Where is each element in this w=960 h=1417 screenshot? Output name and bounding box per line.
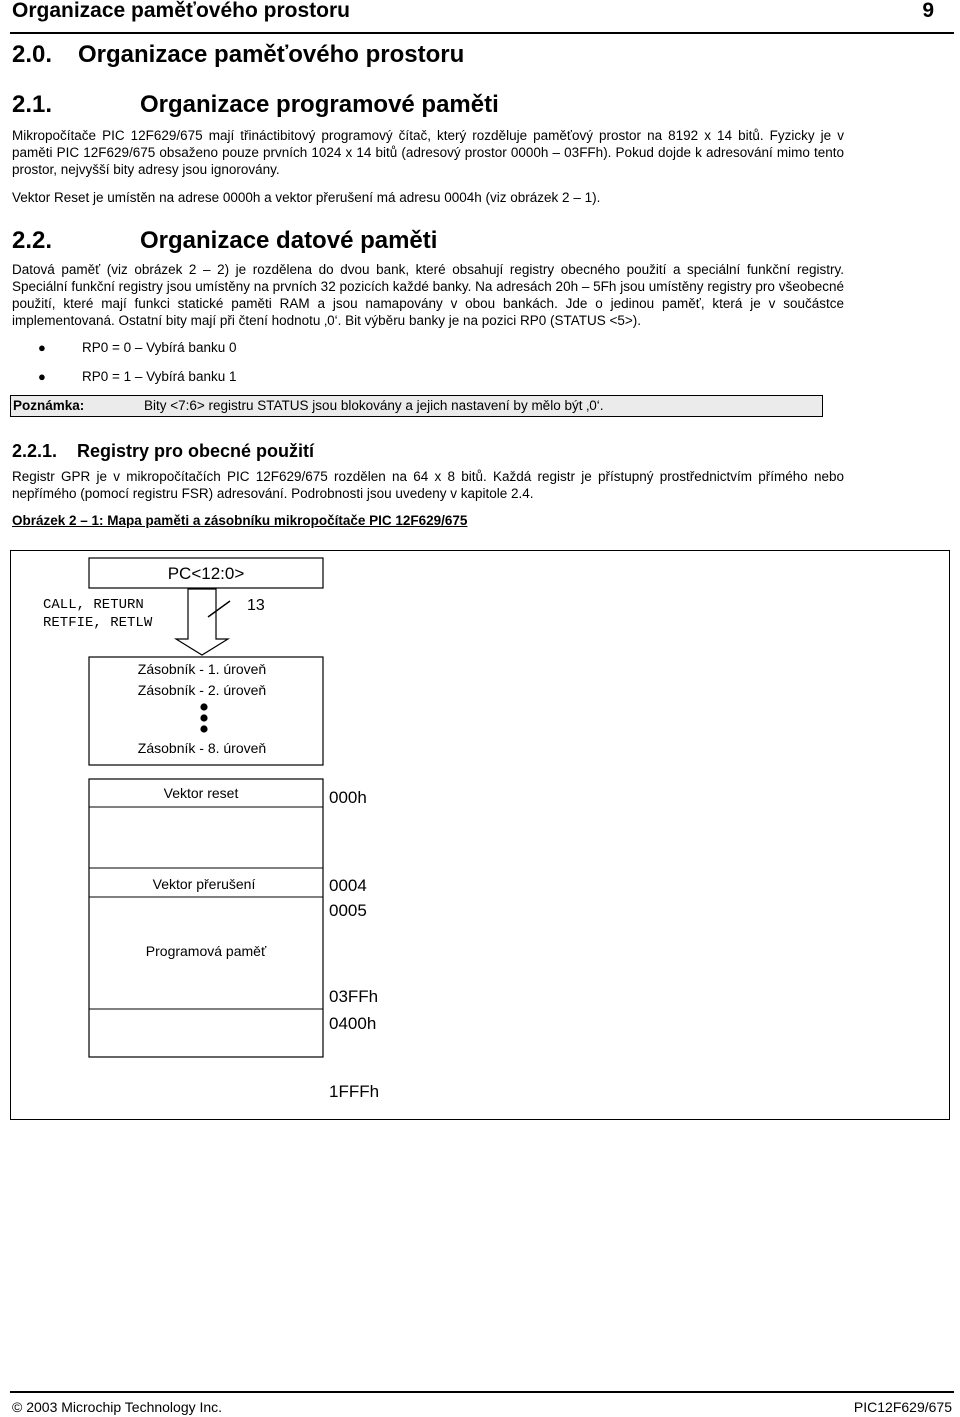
heading-number: 2.0. — [12, 41, 53, 68]
list-item-text: RP0 = 1 – Vybírá banku 1 — [82, 369, 237, 384]
paragraph-data-memory: Datová paměť (viz obrázek 2 – 2) je rozdělena do dvou bank, které obsahují registry obecného použití a speciální funkční registry. Speciální funkční registry jsou umístěny na prvních 32 pozicích každé banky. Na adresách 20h – 5Fh jsou umístěny registry pro všeobecné použití, které mají funkci statické paměti RAM a jsou namapovány v obou bankách. Jde o jedinou paměť, která je v součástce implementovaná. Ostatní bity mají při čtení hodnotu ‚0‘. Bit výběru banky je na pozici RP0 (STATUS <5>). — [12, 262, 844, 328]
heading-2-2 — [12, 227, 437, 255]
address-interrupt: 0004 — [329, 876, 367, 895]
reset-vector-label: Vektor reset — [163, 785, 239, 801]
instructions-line-2: RETFIE, RETLW — [43, 615, 153, 631]
list-item-text: RP0 = 0 – Vybírá banku 0 — [82, 340, 237, 355]
address-end: 1FFFh — [329, 1082, 380, 1101]
header-rule — [10, 32, 954, 34]
interrupt-vector-label: Vektor přerušení — [152, 876, 256, 892]
heading-text: Organizace datové paměti — [140, 227, 438, 254]
heading-2-2-1 — [12, 441, 314, 462]
heading-number: 2.1. — [12, 91, 53, 118]
note-text: Bity <7:6> registru STATUS jsou blokovány a jejich nastavení by mělo být ‚0‘. — [144, 398, 604, 413]
note-box — [10, 395, 823, 417]
page-number: 9 — [922, 0, 934, 22]
paragraph-gpr: Registr GPR je v mikropočítačích PIC 12F629/675 rozdělen na 64 x 8 bitů. Každá registr je přístupný prostřednictvím přímého nebo nepřímého (pomocí registru FSR) adresování. Podrobnosti jsou uvedeny v kapitole 2.4. — [12, 469, 844, 501]
ellipsis-dot-icon — [200, 703, 207, 710]
footer-device: PIC12F629/675 — [853, 1399, 952, 1415]
ellipsis-dot-icon — [200, 714, 207, 721]
bullet-icon: ● — [38, 340, 46, 355]
ellipsis-dot-icon — [200, 725, 207, 732]
stack-level-1: Zásobník - 1. úroveň — [137, 661, 267, 677]
address-after-interrupt: 0005 — [329, 901, 367, 920]
bullet-icon: ● — [38, 369, 46, 384]
footer-rule — [10, 1391, 954, 1393]
bus-arrow-icon — [176, 589, 228, 655]
heading-number: 2.2. — [12, 227, 53, 254]
stack-level-2: Zásobník - 2. úroveň — [137, 682, 267, 698]
figure-caption: Obrázek 2 – 1: Mapa paměti a zásobníku mikropočítače PIC 12F629/675 — [12, 513, 468, 528]
address-unimplemented-start: 0400h — [329, 1014, 377, 1033]
heading-2-1 — [12, 91, 499, 119]
heading-number: 2.2.1. — [12, 441, 58, 461]
heading-2-0 — [12, 41, 464, 69]
list-item — [38, 369, 236, 384]
address-implemented-end: 03FFh — [329, 987, 379, 1006]
note-label: Poznámka: — [13, 398, 85, 413]
instructions-line-1: CALL, RETURN — [43, 597, 144, 613]
paragraph-program-memory: Mikropočítače PIC 12F629/675 mají třináctibitový programový čítač, který rozděluje paměťový prostor na 8192 x 14 bitů. Fyzicky je v paměti PIC 12F629/675 obsaženo pouze prvních 1024 x 14 bitů (adresový prostor 0000h – 03FFh). Pokud dojde k adresování mimo tento prostor, nejvyšší bity adresy jsou ignorovány. — [12, 128, 844, 177]
heading-text: Organizace programové paměti — [140, 91, 499, 118]
stack-level-8: Zásobník - 8. úroveň — [137, 740, 267, 756]
memory-map-diagram — [11, 551, 949, 1119]
paragraph-reset-vector: Vektor Reset je umístěn na adrese 0000h a vektor přerušení má adresu 0004h (viz obrázek 2 – 1). — [12, 190, 601, 205]
program-memory-box — [89, 779, 323, 1057]
program-memory-label: Programová paměť — [145, 943, 267, 959]
pc-label: PC<12:0> — [167, 564, 245, 583]
bus-width-label: 13 — [247, 597, 265, 614]
heading-text: Organizace paměťového prostoru — [78, 41, 465, 68]
heading-text: Registry pro obecné použití — [77, 441, 315, 461]
footer-copyright: © 2003 Microchip Technology Inc. — [12, 1399, 223, 1415]
list-item — [38, 340, 236, 355]
address-reset: 000h — [329, 788, 367, 807]
running-header-title: Organizace paměťového prostoru — [12, 0, 350, 22]
figure-memory-map — [10, 550, 950, 1120]
